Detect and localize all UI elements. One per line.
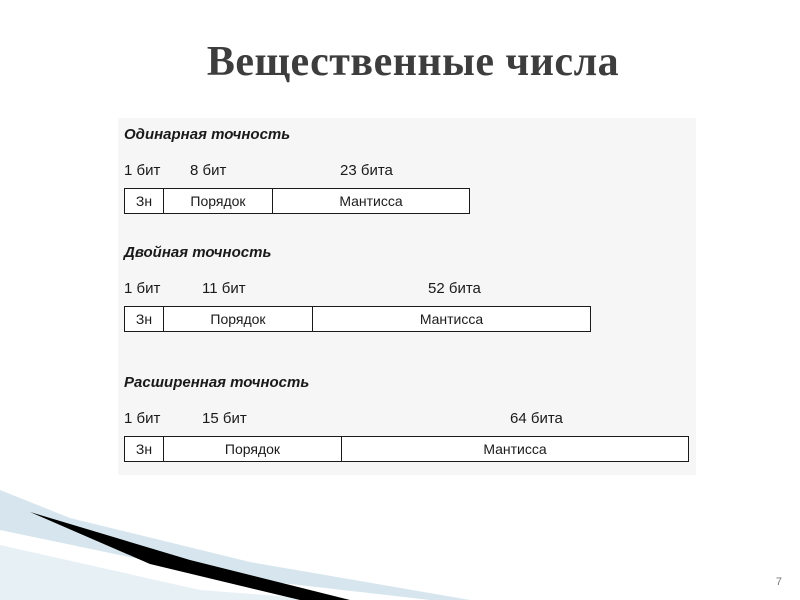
sign-field: Зн bbox=[125, 189, 164, 213]
bit-layout-row bbox=[124, 306, 591, 332]
mantissa-field: Мантисса bbox=[483, 441, 547, 457]
corner-swoosh-decoration bbox=[0, 490, 560, 600]
sign-bits-label: 1 бит bbox=[124, 410, 161, 427]
section-title: Одинарная точность bbox=[124, 126, 291, 143]
sign-field: Зн bbox=[125, 437, 164, 461]
exponent-bits-label: 11 бит bbox=[202, 280, 246, 297]
single-precision-block bbox=[118, 126, 696, 216]
mantissa-field: Мантисса bbox=[419, 311, 484, 327]
mantissa-bits-label: 52 бита bbox=[428, 280, 481, 297]
sign-field: Зн bbox=[125, 307, 164, 331]
bit-layout-row bbox=[124, 436, 689, 462]
double-precision-block bbox=[118, 244, 696, 334]
exponent-field: Порядок bbox=[164, 189, 273, 213]
page-number: 7 bbox=[775, 576, 782, 588]
mantissa-bits-label: 64 бита bbox=[510, 410, 563, 427]
mantissa-bits-label: 23 бита bbox=[340, 162, 393, 179]
sign-bits-label: 1 бит bbox=[124, 162, 161, 179]
sign-bits-label: 1 бит bbox=[124, 280, 161, 297]
section-title: Расширенная точность bbox=[124, 374, 310, 391]
section-title: Двойная точность bbox=[124, 244, 272, 261]
mantissa-field: Мантисса bbox=[339, 193, 403, 209]
exponent-field: Порядок bbox=[164, 437, 342, 461]
slide-title: Вещественные числа bbox=[206, 39, 620, 85]
format-diagram bbox=[118, 118, 696, 475]
exponent-field: Порядок bbox=[164, 307, 313, 331]
exponent-bits-label: 15 бит bbox=[202, 410, 247, 427]
bit-layout-row bbox=[124, 188, 470, 214]
extended-precision-block bbox=[118, 374, 696, 464]
exponent-bits-label: 8 бит bbox=[190, 162, 227, 179]
